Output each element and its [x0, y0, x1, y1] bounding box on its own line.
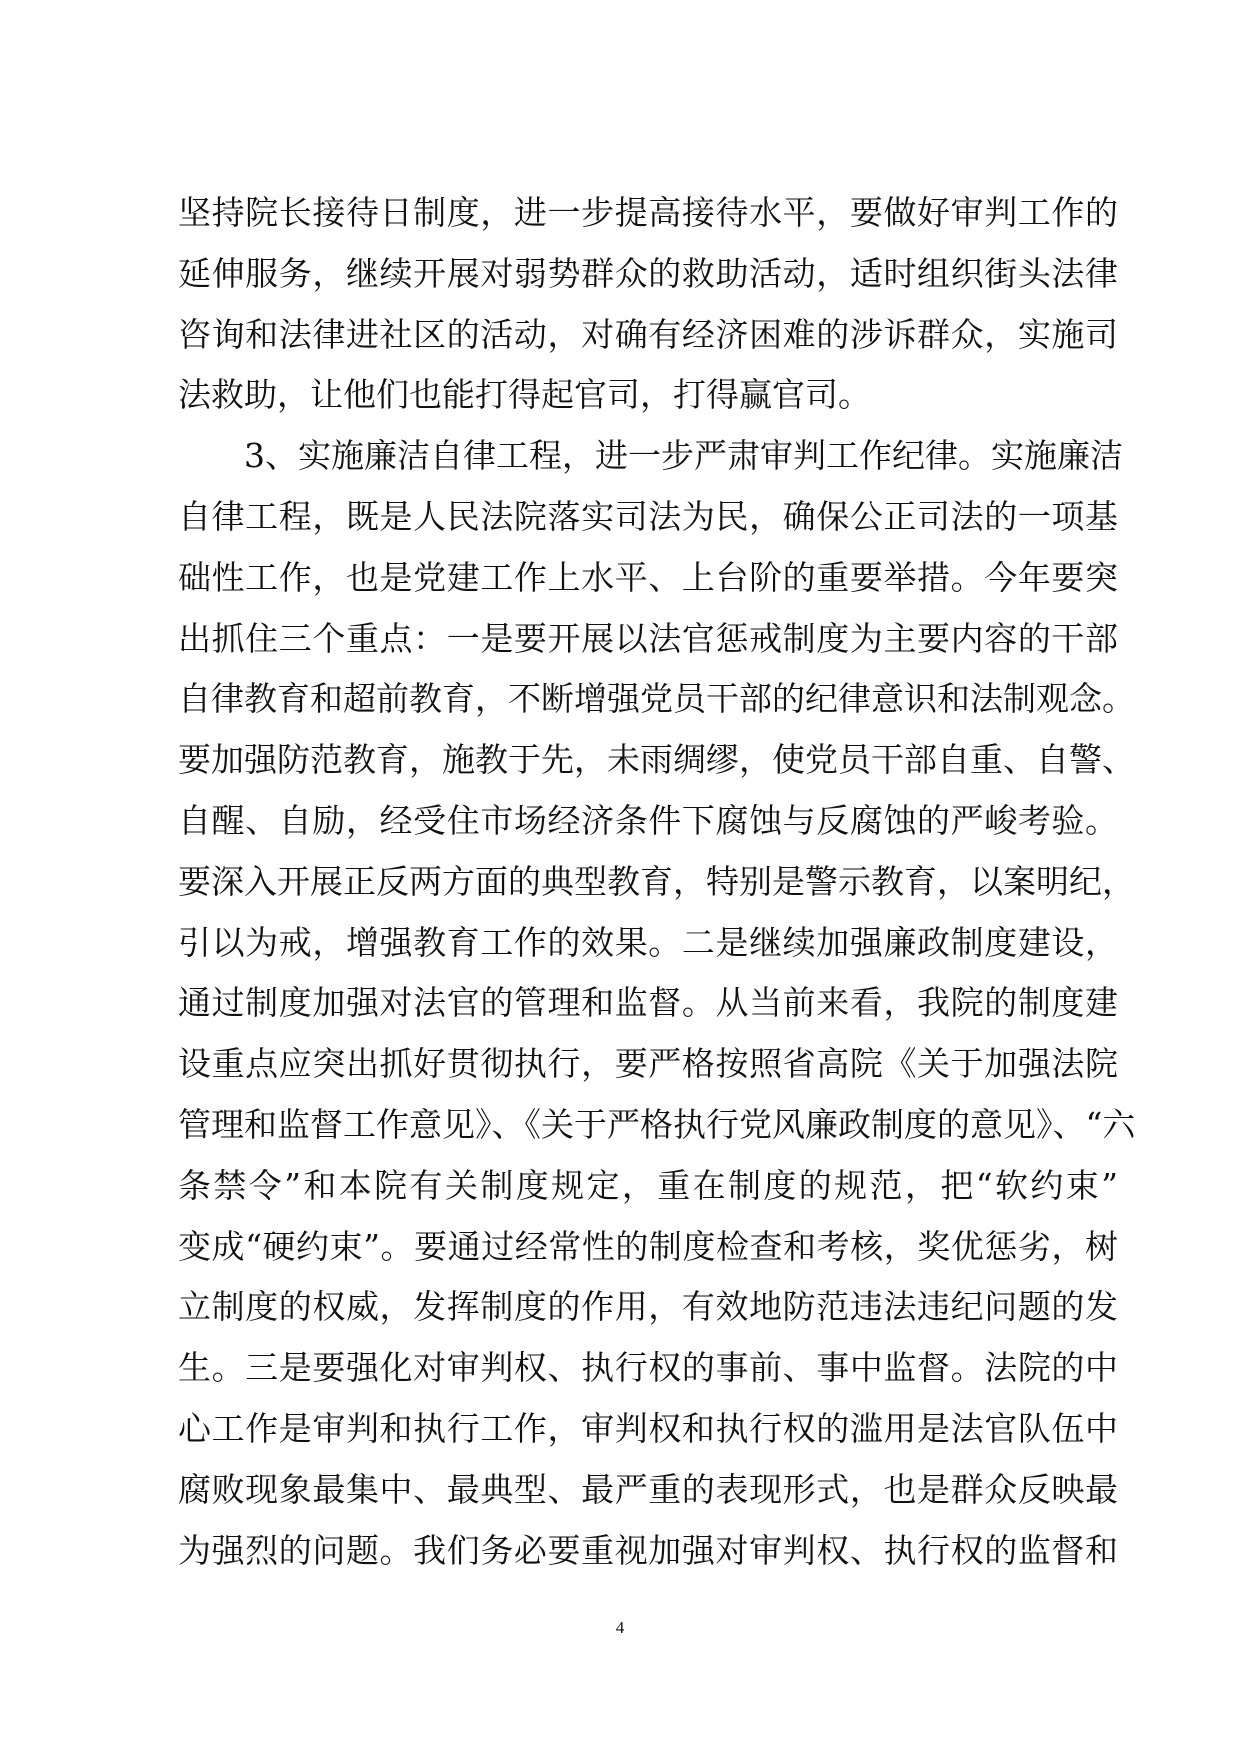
text-line: 腐败现象最集中、最典型、最严重的表现形式，也是群众反映最 — [178, 1469, 1118, 1509]
text-line: 延伸服务，继续开展对弱势群众的救助活动，适时组织街头法律 — [178, 253, 1118, 293]
text-line: 要加强防范教育，施教于先，未雨绸缪，使党员干部自重、自警、 — [178, 740, 1135, 780]
text-line: 自律工程，既是人民法院落实司法为民，确保公正司法的一项基 — [178, 496, 1118, 536]
text-line: 变成“硬约束”。要通过经常性的制度检查和考核，奖优惩劣，树 — [178, 1226, 1118, 1266]
text-line: 要深入开展正反两方面的典型教育，特别是警示教育，以案明纪， — [178, 861, 1135, 901]
body-text — [178, 183, 1136, 1581]
text-line: 条禁令”和本院有关制度规定，重在制度的规范，把“软约束” — [178, 1165, 1118, 1205]
paragraph-end-line: 法救助，让他们也能打得起官司，打得赢官司。 — [178, 375, 871, 415]
text-line: 立制度的权威，发挥制度的作用，有效地防范违法违纪问题的发 — [178, 1287, 1118, 1327]
text-line: 心工作是审判和执行工作，审判权和执行权的滥用是法官队伍中 — [178, 1408, 1118, 1448]
text-line: 坚持院长接待日制度，进一步提高接待水平，要做好审判工作的 — [178, 193, 1118, 232]
section-heading-line: 3、实施廉洁自律工程，进一步严肃审判工作纪律。实施廉洁 — [244, 436, 1123, 476]
page-number: 4 — [615, 1618, 625, 1637]
text-line: 自律教育和超前教育，不断增强党员干部的纪律意识和法制观念。 — [178, 679, 1135, 719]
text-line: 咨询和法律进社区的活动，对确有经济困难的涉诉群众，实施司 — [178, 314, 1118, 354]
text-line: 生。三是要强化对审判权、执行权的事前、事中监督。法院的中 — [178, 1348, 1118, 1388]
text-line: 引以为戒，增强教育工作的效果。二是继续加强廉政制度建设， — [178, 922, 1118, 962]
text-line: 通过制度加强对法官的管理和监督。从当前来看，我院的制度建 — [178, 983, 1118, 1023]
text-line: 管理和监督工作意见》、《关于严格执行党风廉政制度的意见》、“六 — [178, 1104, 1136, 1144]
text-line: 自醒、自励，经受住市场经济条件下腐蚀与反腐蚀的严峻考验。 — [178, 800, 1118, 840]
text-line: 础性工作，也是党建工作上水平、上台阶的重要举措。今年要突 — [178, 557, 1118, 597]
text-line: 出抓住三个重点：一是要开展以法官惩戒制度为主要内容的干部 — [178, 618, 1118, 658]
text-line: 设重点应突出抓好贯彻执行，要严格按照省高院《关于加强法院 — [178, 1044, 1118, 1084]
text-line: 为强烈的问题。我们务必要重视加强对审判权、执行权的监督和 — [178, 1530, 1118, 1570]
